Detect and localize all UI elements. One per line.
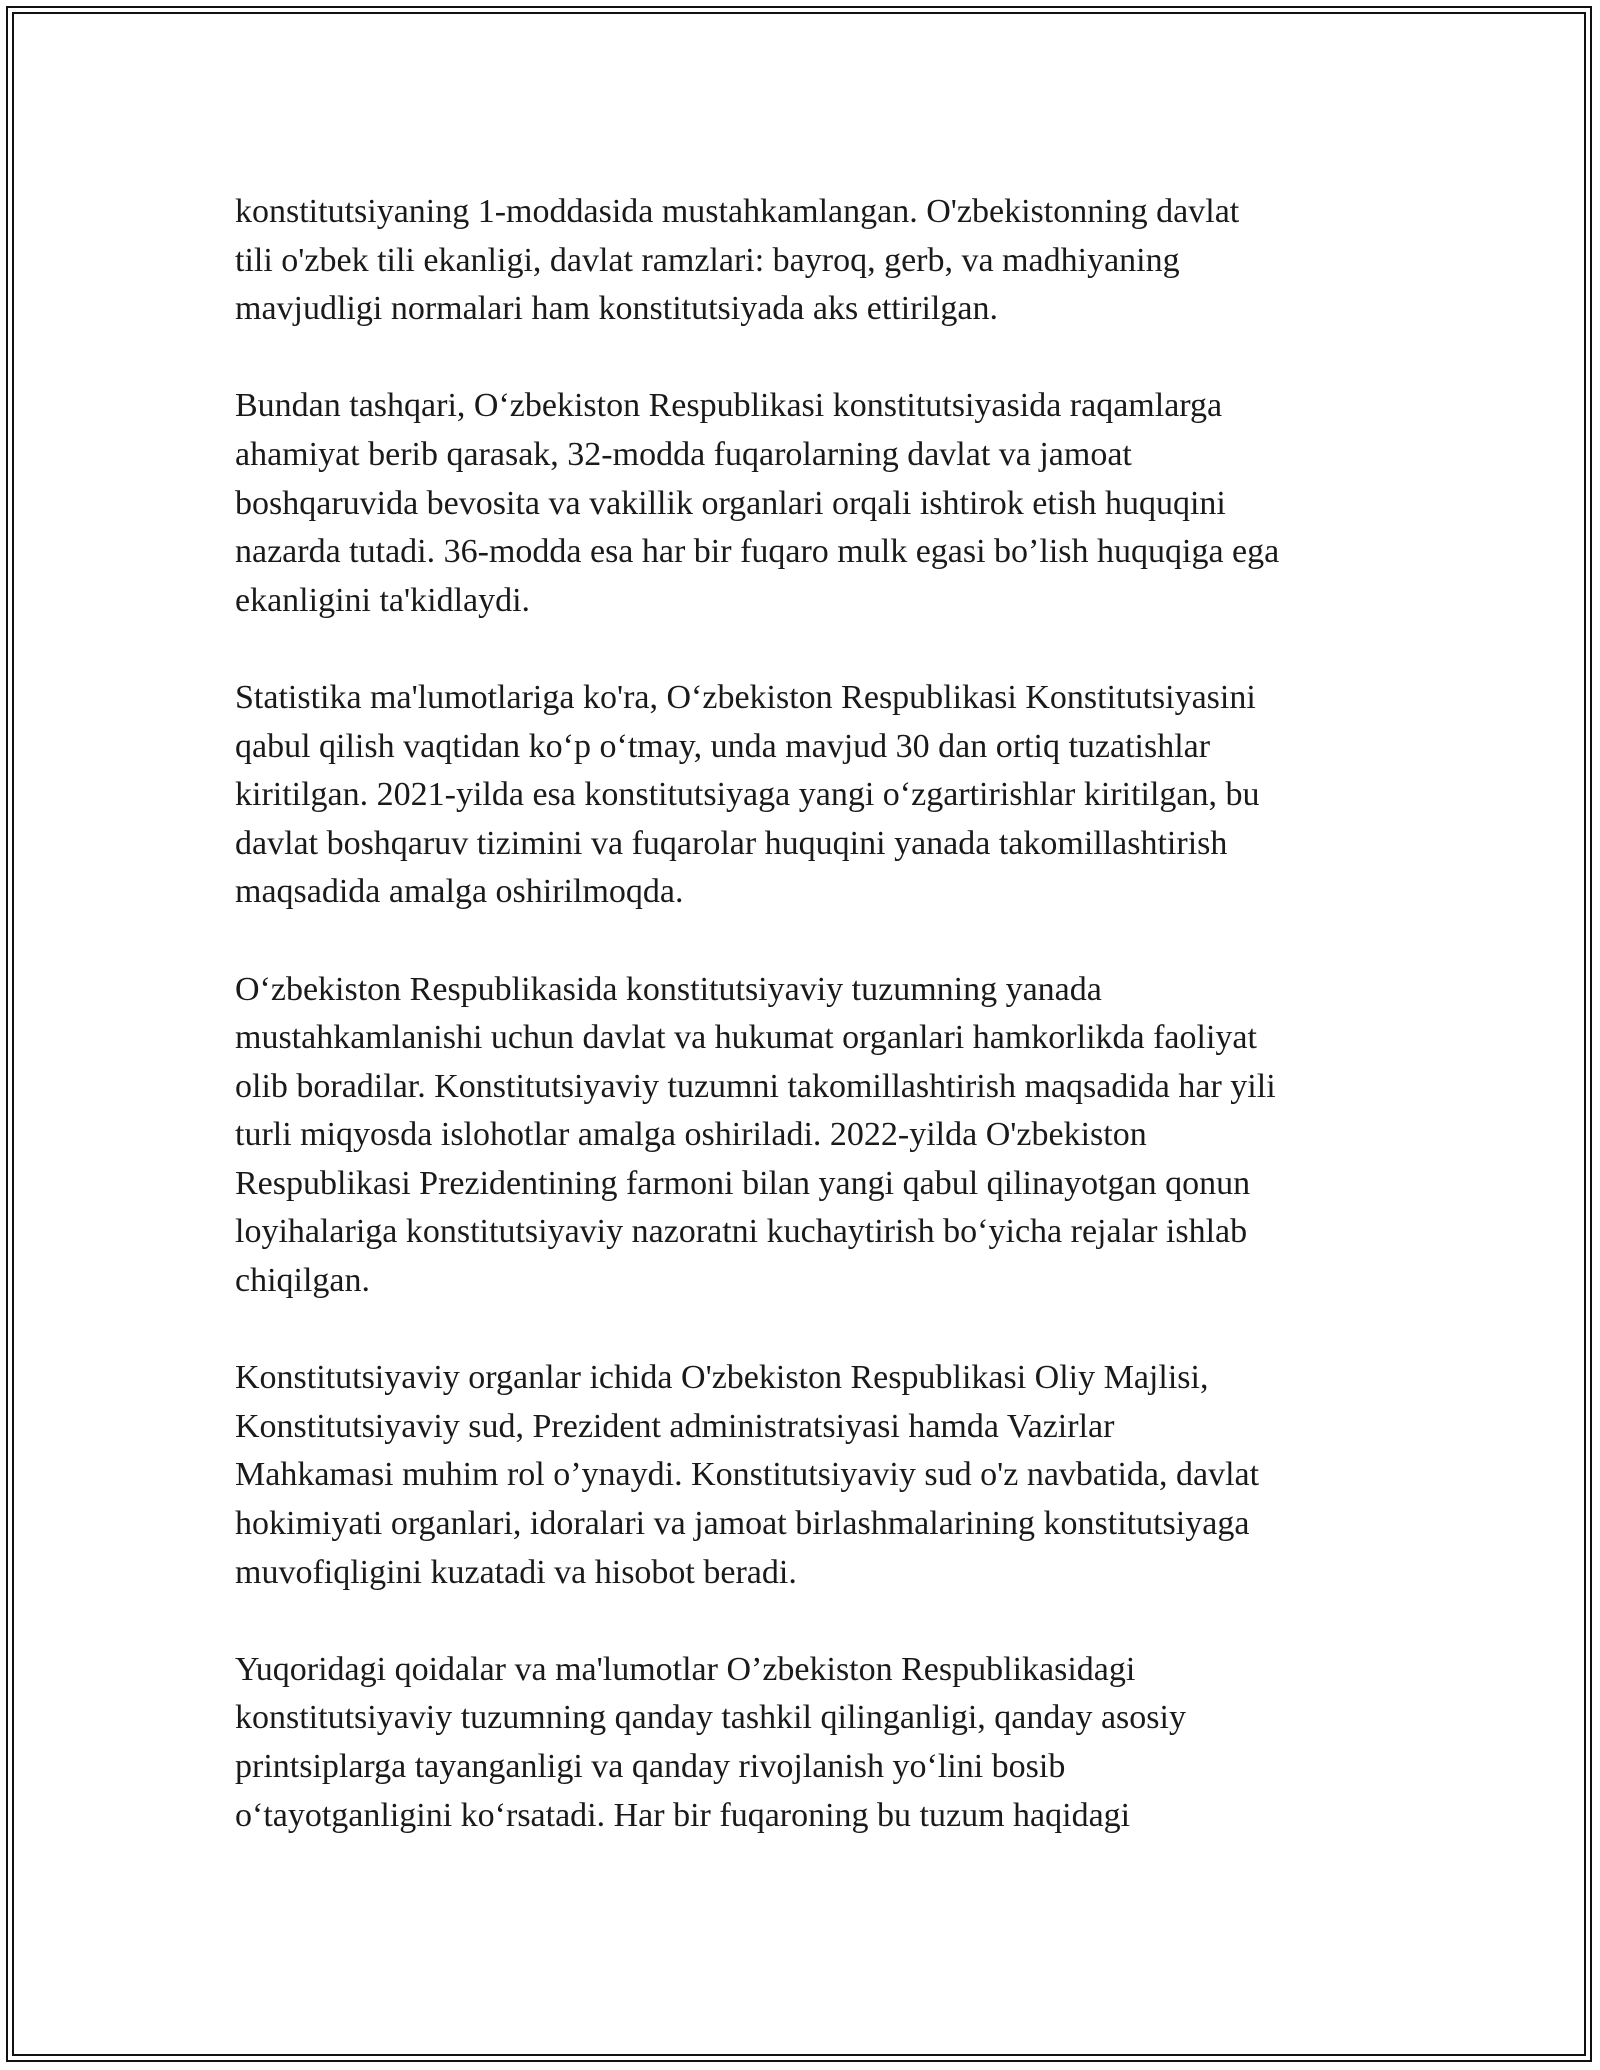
text-line: olib boradilar. Konstitutsiyaviy tuzumni takomillashtirish maqsadida har yili	[235, 1067, 1276, 1105]
paragraph-6	[235, 1646, 1415, 1840]
paragraph-4	[235, 966, 1415, 1306]
text-line: Konstitutsiyaviy sud, Prezident administratsiyasi hamda Vazirlar	[235, 1407, 1115, 1445]
text-line: maqsadida amalga oshirilmoqda.	[235, 873, 684, 911]
text-line: tili o'zbek tili ekanligi, davlat ramzlari: bayroq, gerb, va madhiyaning	[235, 241, 1180, 279]
text-line: Statistika ma'lumotlariga ko'ra, O‘zbekiston Respublikasi Konstitutsiyasini	[235, 678, 1256, 716]
text-line: loyihalariga konstitutsiyaviy nazoratni kuchaytirish bo‘yicha rejalar ishlab	[235, 1213, 1248, 1251]
text-line: Respublikasi Prezidentining farmoni bilan yangi qabul qilinayotgan qonun	[235, 1164, 1251, 1202]
text-line: turli miqyosda islohotlar amalga oshiriladi. 2022-yilda O'zbekiston	[235, 1116, 1147, 1154]
text-line: Konstitutsiyaviy organlar ichida O'zbekiston Respublikasi Oliy Majlisi,	[235, 1359, 1209, 1397]
paragraph-2	[235, 382, 1415, 625]
text-line: o‘tayotganligini ko‘rsatadi. Har bir fuqaroning bu tuzum haqidagi	[235, 1796, 1131, 1834]
paragraph-5	[235, 1354, 1415, 1597]
text-line: Bundan tashqari, O‘zbekiston Respublikasi konstitutsiyasida raqamlarga	[235, 387, 1223, 425]
text-line: muvofiqligini kuzatadi va hisobot beradi.	[235, 1553, 797, 1591]
text-line: ekanligini ta'kidlaydi.	[235, 581, 531, 619]
text-line: Yuqoridagi qoidalar va ma'lumotlar O’zbekiston Respublikasidagi	[235, 1650, 1136, 1688]
text-line: kiritilgan. 2021-yilda esa konstitutsiyaga yangi o‘zgartirishlar kiritilgan, bu	[235, 776, 1260, 814]
text-line: chiqilgan.	[235, 1262, 371, 1300]
text-line: O‘zbekiston Respublikasida konstitutsiyaviy tuzumning yanada	[235, 970, 1102, 1008]
text-line: konstitutsiyaning 1-moddasida mustahkamlangan. O'zbekistonning davlat	[235, 193, 1240, 230]
text-line: Mahkamasi muhim rol o’ynaydi. Konstitutsiyaviy sud o'z navbatida, davlat	[235, 1456, 1260, 1494]
text-line: hokimiyati organlari, idoralari va jamoat birlashmalarining konstitutsiyaga	[235, 1505, 1250, 1543]
text-line: boshqaruvida bevosita va vakillik organlari orqali ishtirok etish huquqini	[235, 484, 1226, 522]
text-line: nazarda tutadi. 36-modda esa har bir fuqaro mulk egasi bo’lish huquqiga ega	[235, 533, 1280, 571]
text-line: printsiplarga tayanganligi va qanday rivojlanish yo‘lini bosib	[235, 1748, 1066, 1785]
text-line: ahamiyat berib qarasak, 32-modda fuqarolarning davlat va jamoat	[235, 435, 1132, 473]
paragraph-1	[235, 188, 1415, 334]
paragraph-3	[235, 674, 1415, 917]
text-line: qabul qilish vaqtidan ko‘p o‘tmay, unda mavjud 30 dan ortiq tuzatishlar	[235, 727, 1211, 765]
document-body	[235, 188, 1415, 1889]
text-line: mustahkamlanishi uchun davlat va hukumat organlari hamkorlikda faoliyat	[235, 1019, 1257, 1057]
text-line: mavjudligi normalari ham konstitutsiyada aks ettirilgan.	[235, 290, 998, 328]
text-line: konstitutsiyaviy tuzumning qanday tashkil qilinganligi, qanday asosiy	[235, 1699, 1186, 1737]
text-line: davlat boshqaruv tizimini va fuqarolar huquqini yanada takomillashtirish	[235, 824, 1228, 862]
